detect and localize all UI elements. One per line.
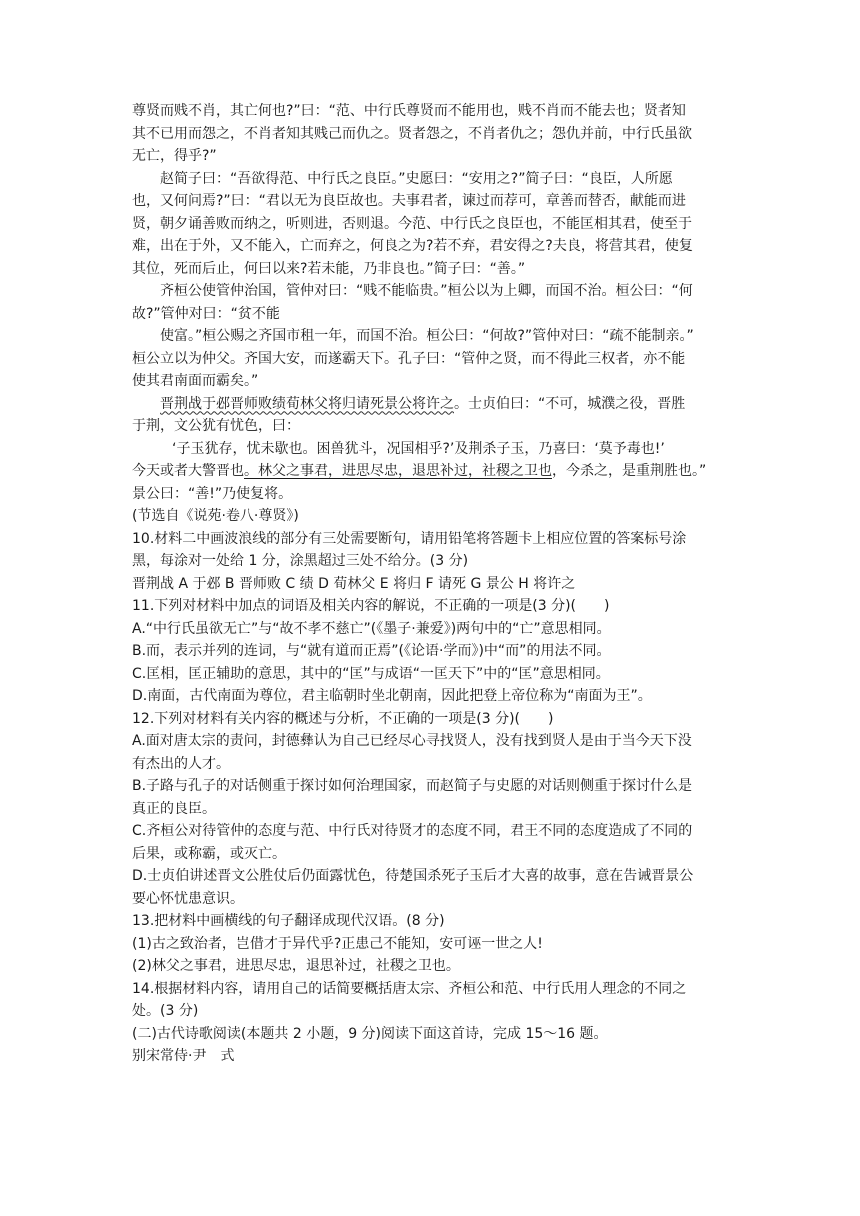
text-line: 景公曰：“善!”乃使复将。 (132, 485, 293, 502)
text-line: 有杰出的人才。 (132, 755, 230, 772)
text-line (132, 393, 732, 416)
wavy-underlined-text: 晋荆战于邲晋师败绩荀林父将归请死景公将许之 (160, 395, 454, 412)
text-line: 也，又何问焉?”曰：“君以无为良臣故也。夫事君者，谏过而荐可，章善而替否，献能而进 (132, 193, 686, 209)
question-stem: 10.材料二中画波浪线的部分有三处需要断句，请用铅笔将答题卡上相应位置的答案标号涂 (132, 530, 687, 547)
text-line: 其不已用而怨之，不肖者知其贱己而仇之。贤者怨之，不肖者仇之；怨仇并前，中行氏虽欲 (132, 125, 692, 142)
option-b: B.子路与孔子的对话侧重于探讨如何治理国家，而赵简子与史愿的对话则侧重于探讨什么是 (132, 778, 693, 794)
text-line: 于荆，文公犹有忧色，曰： (132, 418, 300, 434)
text-line: 使其君南面而霸矣。” (132, 373, 259, 389)
option-c: C.匡相，匡正辅助的意思，其中的“匡”与成语“一匡天下”中的“匡”意思相同。 (132, 665, 610, 682)
text-line: 后果，或称霸，或灭亡。 (132, 845, 286, 862)
question-11 (132, 595, 732, 708)
sub-question-2: (2)林父之事君，进思尽忠，退思补过，社稷之卫也。 (132, 958, 460, 974)
text-line: 难，出在于外，又不能入，亡而弃之，何良之为?若不弃，君安得之?夫良，将营其君，使复 (132, 238, 693, 254)
text-line: 真正的良臣。 (132, 800, 216, 817)
source-citation: (节选自《说苑·卷八·尊贤》) (132, 508, 299, 524)
option-a: A.“中行氏虽欲无亡”与“故不孝不慈亡”(《墨子·兼爱》)两句中的“亡”意思相同。 (132, 620, 611, 637)
text-line: 齐桓公使管仲治国，管仲对曰：“贱不能临贵。”桓公以为上卿，而国不治。桓公曰：“何 (160, 283, 693, 299)
question-10 (132, 528, 732, 596)
section-poetry (132, 1023, 732, 1068)
text-line: ‘子玉犹存，忧未歇也。困兽犹斗，况国相乎?’及荆杀子玉，乃喜曰：‘莫予毒也!’ (172, 440, 665, 457)
text-line: 尊贤而贱不肖，其亡何也?”曰：“范、中行氏尊贤而不能用也，贱不肖而不能去也；贤者知 (132, 103, 686, 119)
section-heading: (二)古代诗歌阅读(本题共 2 小题，9 分)阅读下面这首诗，完成 15～16 题。 (132, 1025, 608, 1042)
paragraph-zhaojianzi (132, 168, 732, 281)
question-13 (132, 910, 732, 978)
text-line: 其位，死而后止，何曰以来?若未能，乃非良也。”简子曰：“善。” (132, 260, 526, 277)
text-line: 黑，每涂对一处给 1 分，涂黑超过三处不给分。(3 分) (132, 553, 469, 569)
option-d: D.南面，古代南面为尊位，君主临朝时坐北朝南，因此把登上帝位称为“南面为王”。 (132, 688, 652, 704)
text-column (132, 100, 732, 1068)
text-line: 桓公立以为仲父。齐国大安，而遂霸天下。孔子曰：“管仲之贤，而不得此三权者，亦不能 (132, 350, 686, 367)
text-line: 贤，朝夕诵善败而纳之，听则进，否则退。今范、中行氏之良臣也，不能匡相其君，使至于 (132, 215, 692, 232)
option-b: B.而，表示并列的连词，与“就有道而正焉”(《论语·学而》)中“而”的用法不同。 (132, 643, 611, 659)
question-14 (132, 978, 732, 1023)
option-a: A.面对唐太宗的责问，封德彝认为自己已经尽心寻找贤人，没有找到贤人是由于当今天下没 (132, 733, 692, 749)
text-span: 。士贞伯曰：“不可，城濮之役，晋胜 (454, 395, 686, 412)
question-stem: 11.下列对材料中加点的词语及相关内容的解说，不正确的一项是(3 分)( ) (132, 598, 610, 614)
option-c: C.齐桓公对待管仲的态度与范、中行氏对待贤才的态度不同，君王不同的态度造成了不同的 (132, 823, 693, 839)
underlined-text: 。林父之事君，进思尽忠，退思补过，社稷之卫也 (244, 463, 552, 479)
option-d: D.士贞伯讲述晋文公胜仗后仍面露忧色，待楚国杀死子玉后才大喜的故事，意在告诫晋景公 (132, 868, 694, 884)
paragraph-zunxian (132, 100, 732, 168)
text-line: 处。(3 分) (132, 1003, 199, 1019)
text-line (132, 460, 732, 483)
text-line: 要心怀忧患意识。 (132, 890, 244, 907)
text-line: 赵简子曰：“吾欲得范、中行氏之良臣。”史愿曰：“安用之?”简子曰：“良臣，人所愿 (160, 170, 673, 187)
poem-title: 别宋常侍·尹 式 (132, 1048, 235, 1064)
question-12 (132, 708, 732, 911)
text-line: 故?”管仲对曰：“贫不能 (132, 305, 280, 322)
text-line: 晋荆战 A 于邲 B 晋师败 C 绩 D 荀林父 E 将归 F 请死 G 景公 H 将许之 (132, 575, 576, 592)
text-span: 今天或者大警晋也 (132, 463, 244, 479)
sub-question-1: (1)古之致治者，岂借才于异代乎?正患己不能知，安可诬一世之人! (132, 935, 543, 952)
question-stem: 13.把材料中画横线的句子翻译成现代汉语。(8 分) (132, 913, 445, 929)
text-line: 使富。”桓公赐之齐国市租一年，而国不治。桓公曰：“何故?”管仲对曰：“疏不能制亲。” (160, 328, 694, 344)
text-span: ，今杀之，是重荆胜也。” (552, 463, 707, 479)
text-line: 无亡，得乎?” (132, 148, 217, 164)
paragraph-jinjing (132, 393, 732, 528)
question-stem: 14.根据材料内容，请用自己的话简要概括唐太宗、齐桓公和范、中行氏用人理念的不同之 (132, 980, 687, 997)
question-stem: 12.下列对材料有关内容的概述与分析，不正确的一项是(3 分)( ) (132, 710, 554, 727)
paragraph-qihuangong (132, 280, 732, 393)
